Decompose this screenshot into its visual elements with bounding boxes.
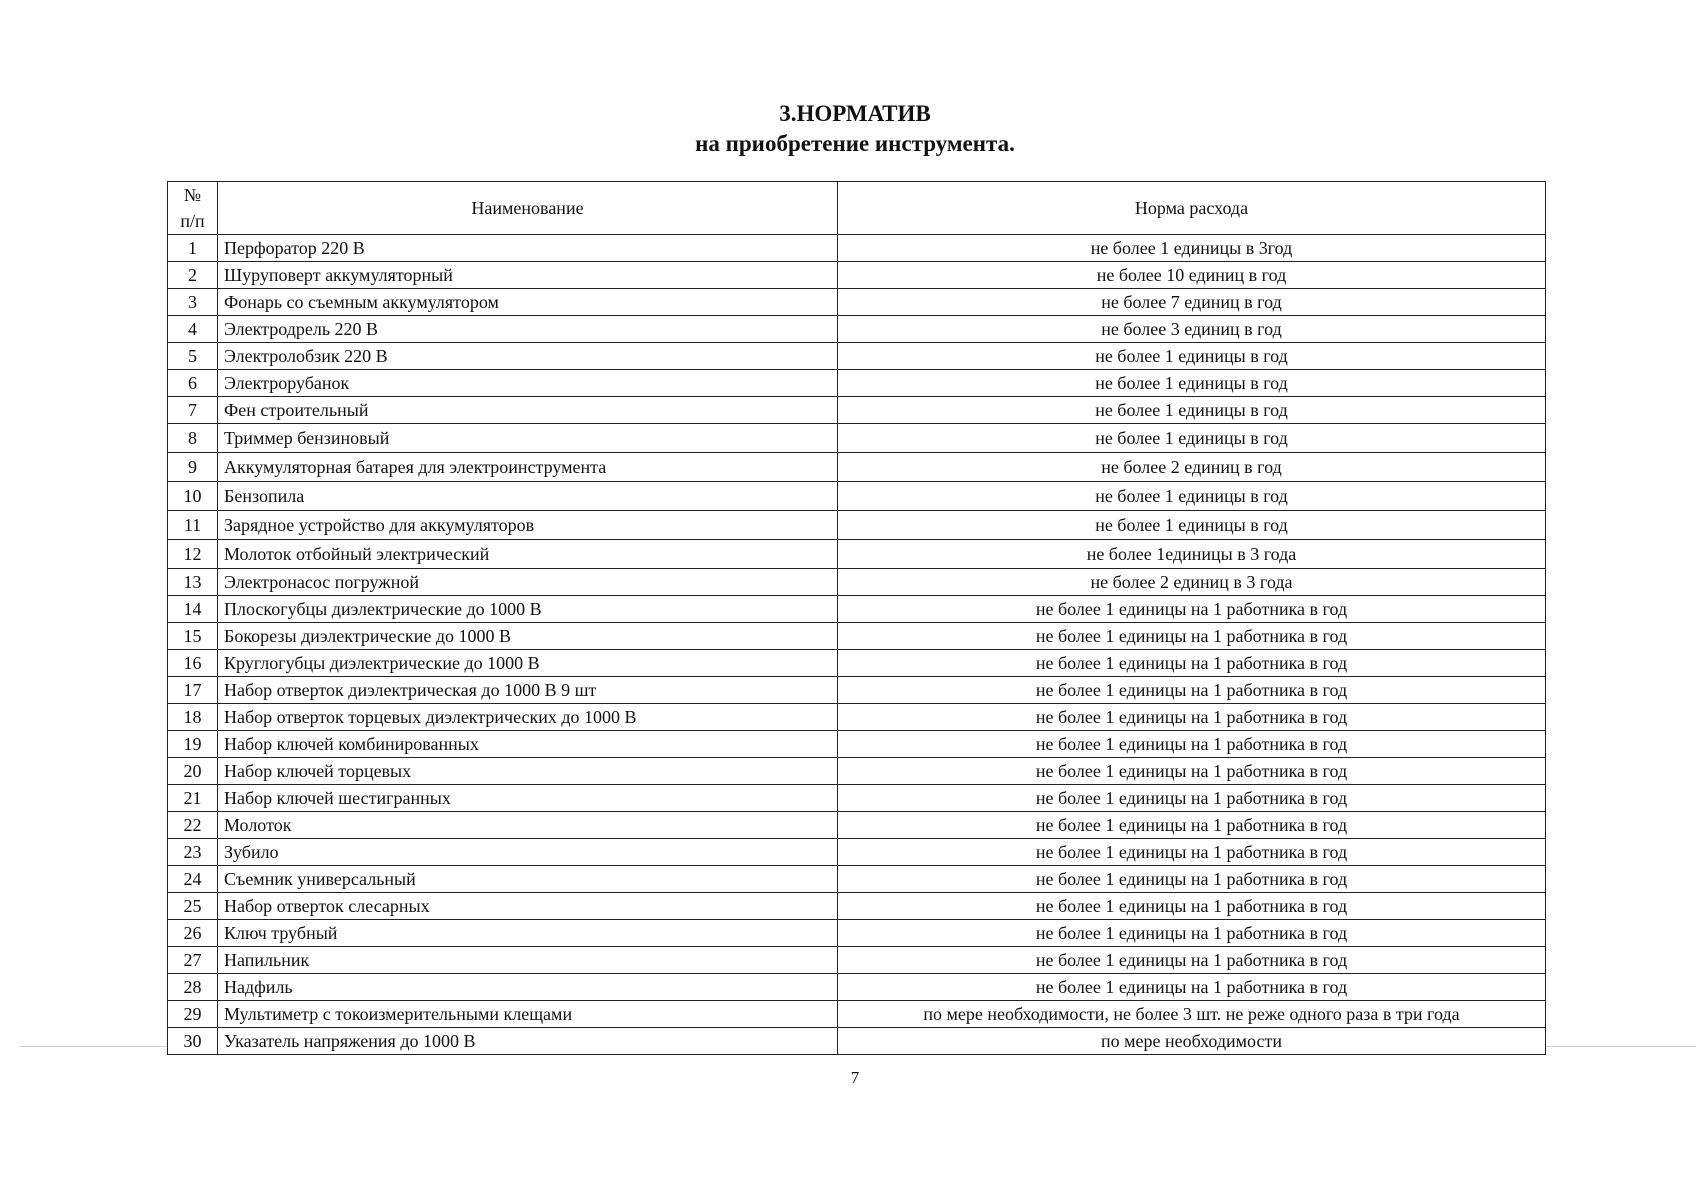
table-row bbox=[168, 1028, 1546, 1055]
row-name: Набор ключей торцевых bbox=[218, 758, 838, 785]
row-name: Напильник bbox=[218, 947, 838, 974]
row-number: 28 bbox=[168, 974, 218, 1001]
row-number: 19 bbox=[168, 731, 218, 758]
row-norm: не более 1 единицы на 1 работника в год bbox=[838, 758, 1546, 785]
header-number bbox=[168, 182, 218, 235]
row-norm: не более 1 единицы в год bbox=[838, 343, 1546, 370]
table-row bbox=[168, 839, 1546, 866]
table-row bbox=[168, 511, 1546, 540]
scan-line-right bbox=[1546, 1046, 1696, 1047]
row-name: Зарядное устройство для аккумуляторов bbox=[218, 511, 838, 540]
row-number: 6 bbox=[168, 370, 218, 397]
row-name: Электродрель 220 В bbox=[218, 316, 838, 343]
row-number: 3 bbox=[168, 289, 218, 316]
table-row bbox=[168, 920, 1546, 947]
row-number: 26 bbox=[168, 920, 218, 947]
row-name: Бокорезы диэлектрические до 1000 В bbox=[218, 623, 838, 650]
row-norm: не более 1 единицы на 1 работника в год bbox=[838, 893, 1546, 920]
table-row bbox=[168, 947, 1546, 974]
table-row bbox=[168, 235, 1546, 262]
row-number: 17 bbox=[168, 677, 218, 704]
table-row bbox=[168, 758, 1546, 785]
table-header-row bbox=[168, 182, 1546, 235]
row-number: 8 bbox=[168, 424, 218, 453]
document-subtitle: на приобретение инструмента. bbox=[695, 131, 1015, 156]
table-row bbox=[168, 974, 1546, 1001]
table-row bbox=[168, 569, 1546, 596]
row-norm: не более 3 единиц в год bbox=[838, 316, 1546, 343]
row-name: Электронасос погружной bbox=[218, 569, 838, 596]
row-norm: не более 1 единицы на 1 работника в год bbox=[838, 596, 1546, 623]
table-row bbox=[168, 866, 1546, 893]
row-name: Набор отверток диэлектрическая до 1000 В 9 шт bbox=[218, 677, 838, 704]
table-row bbox=[168, 677, 1546, 704]
row-number: 1 bbox=[168, 235, 218, 262]
row-number: 15 bbox=[168, 623, 218, 650]
row-norm: не более 7 единиц в год bbox=[838, 289, 1546, 316]
row-norm: не более 1 единицы на 1 работника в год bbox=[838, 920, 1546, 947]
row-norm: не более 1 единицы на 1 работника в год bbox=[838, 731, 1546, 758]
row-name: Набор отверток торцевых диэлектрических до 1000 В bbox=[218, 704, 838, 731]
row-norm: не более 10 единиц в год bbox=[838, 262, 1546, 289]
table-row bbox=[168, 731, 1546, 758]
norms-table bbox=[167, 181, 1546, 1055]
header-norm: Норма расхода bbox=[838, 182, 1546, 235]
row-name: Фен строительный bbox=[218, 397, 838, 424]
row-name: Электрорубанок bbox=[218, 370, 838, 397]
row-norm: не более 1 единицы в год bbox=[838, 370, 1546, 397]
table-row bbox=[168, 812, 1546, 839]
row-norm: не более 1 единицы на 1 работника в год bbox=[838, 839, 1546, 866]
row-norm: не более 1 единицы на 1 работника в год bbox=[838, 677, 1546, 704]
row-number: 22 bbox=[168, 812, 218, 839]
table-row bbox=[168, 397, 1546, 424]
table-row bbox=[168, 540, 1546, 569]
table-body bbox=[168, 235, 1546, 1055]
row-name: Перфоратор 220 В bbox=[218, 235, 838, 262]
row-number: 11 bbox=[168, 511, 218, 540]
row-norm: не более 1 единицы в 3год bbox=[838, 235, 1546, 262]
row-name: Фонарь со съемным аккумулятором bbox=[218, 289, 838, 316]
row-name: Триммер бензиновый bbox=[218, 424, 838, 453]
row-norm: не более 1 единицы на 1 работника в год bbox=[838, 947, 1546, 974]
header-number-abbrev: п/п bbox=[180, 211, 205, 231]
row-number: 29 bbox=[168, 1001, 218, 1028]
table-row bbox=[168, 623, 1546, 650]
row-norm: не более 1единицы в 3 года bbox=[838, 540, 1546, 569]
table-row bbox=[168, 1001, 1546, 1028]
row-norm: не более 1 единицы на 1 работника в год bbox=[838, 650, 1546, 677]
row-name: Бензопила bbox=[218, 482, 838, 511]
page-number: 7 bbox=[850, 1068, 860, 1087]
row-number: 10 bbox=[168, 482, 218, 511]
row-number: 9 bbox=[168, 453, 218, 482]
row-number: 30 bbox=[168, 1028, 218, 1055]
header-number-symbol: № bbox=[183, 185, 202, 205]
header-name: Наименование bbox=[218, 182, 838, 235]
row-number: 25 bbox=[168, 893, 218, 920]
row-norm: не более 1 единицы на 1 работника в год bbox=[838, 974, 1546, 1001]
row-norm: не более 1 единицы в год bbox=[838, 511, 1546, 540]
table-row bbox=[168, 343, 1546, 370]
row-norm: не более 1 единицы на 1 работника в год bbox=[838, 704, 1546, 731]
table-row bbox=[168, 262, 1546, 289]
row-name: Набор ключей комбинированных bbox=[218, 731, 838, 758]
row-name: Молоток отбойный электрический bbox=[218, 540, 838, 569]
row-name: Молоток bbox=[218, 812, 838, 839]
row-norm: не более 2 единиц в 3 года bbox=[838, 569, 1546, 596]
row-norm: не более 1 единицы на 1 работника в год bbox=[838, 866, 1546, 893]
row-norm: по мере необходимости bbox=[838, 1028, 1546, 1055]
row-norm: по мере необходимости, не более 3 шт. не реже одного раза в три года bbox=[838, 1001, 1546, 1028]
row-number: 16 bbox=[168, 650, 218, 677]
row-name: Набор отверток слесарных bbox=[218, 893, 838, 920]
row-norm: не более 1 единицы в год bbox=[838, 397, 1546, 424]
row-name: Съемник универсальный bbox=[218, 866, 838, 893]
table-row bbox=[168, 596, 1546, 623]
document-title: 3.НОРМАТИВ bbox=[779, 101, 931, 126]
row-number: 4 bbox=[168, 316, 218, 343]
row-name: Указатель напряжения до 1000 В bbox=[218, 1028, 838, 1055]
row-name: Круглогубцы диэлектрические до 1000 В bbox=[218, 650, 838, 677]
row-number: 13 bbox=[168, 569, 218, 596]
row-name: Шуруповерт аккумуляторный bbox=[218, 262, 838, 289]
row-norm: не более 1 единицы на 1 работника в год bbox=[838, 785, 1546, 812]
row-name: Электролобзик 220 В bbox=[218, 343, 838, 370]
row-norm: не более 1 единицы в год bbox=[838, 482, 1546, 511]
table-row bbox=[168, 650, 1546, 677]
row-name: Ключ трубный bbox=[218, 920, 838, 947]
row-norm: не более 2 единиц в год bbox=[838, 453, 1546, 482]
row-number: 27 bbox=[168, 947, 218, 974]
row-name: Плоскогубцы диэлектрические до 1000 В bbox=[218, 596, 838, 623]
row-number: 14 bbox=[168, 596, 218, 623]
row-norm: не более 1 единицы на 1 работника в год bbox=[838, 623, 1546, 650]
row-name: Мультиметр с токоизмерительными клещами bbox=[218, 1001, 838, 1028]
row-number: 12 bbox=[168, 540, 218, 569]
row-number: 24 bbox=[168, 866, 218, 893]
row-number: 2 bbox=[168, 262, 218, 289]
row-number: 7 bbox=[168, 397, 218, 424]
row-number: 5 bbox=[168, 343, 218, 370]
row-name: Аккумуляторная батарея для электроинструмента bbox=[218, 453, 838, 482]
table-row bbox=[168, 453, 1546, 482]
table-row bbox=[168, 289, 1546, 316]
table-row bbox=[168, 370, 1546, 397]
table-row bbox=[168, 704, 1546, 731]
row-number: 18 bbox=[168, 704, 218, 731]
row-number: 20 bbox=[168, 758, 218, 785]
table-row bbox=[168, 482, 1546, 511]
row-name: Набор ключей шестигранных bbox=[218, 785, 838, 812]
scan-line-left bbox=[20, 1046, 167, 1047]
table-row bbox=[168, 316, 1546, 343]
row-number: 23 bbox=[168, 839, 218, 866]
row-norm: не более 1 единицы на 1 работника в год bbox=[838, 812, 1546, 839]
row-name: Надфиль bbox=[218, 974, 838, 1001]
row-norm: не более 1 единицы в год bbox=[838, 424, 1546, 453]
table-row bbox=[168, 424, 1546, 453]
row-name: Зубило bbox=[218, 839, 838, 866]
table-row bbox=[168, 785, 1546, 812]
table-row bbox=[168, 893, 1546, 920]
row-number: 21 bbox=[168, 785, 218, 812]
